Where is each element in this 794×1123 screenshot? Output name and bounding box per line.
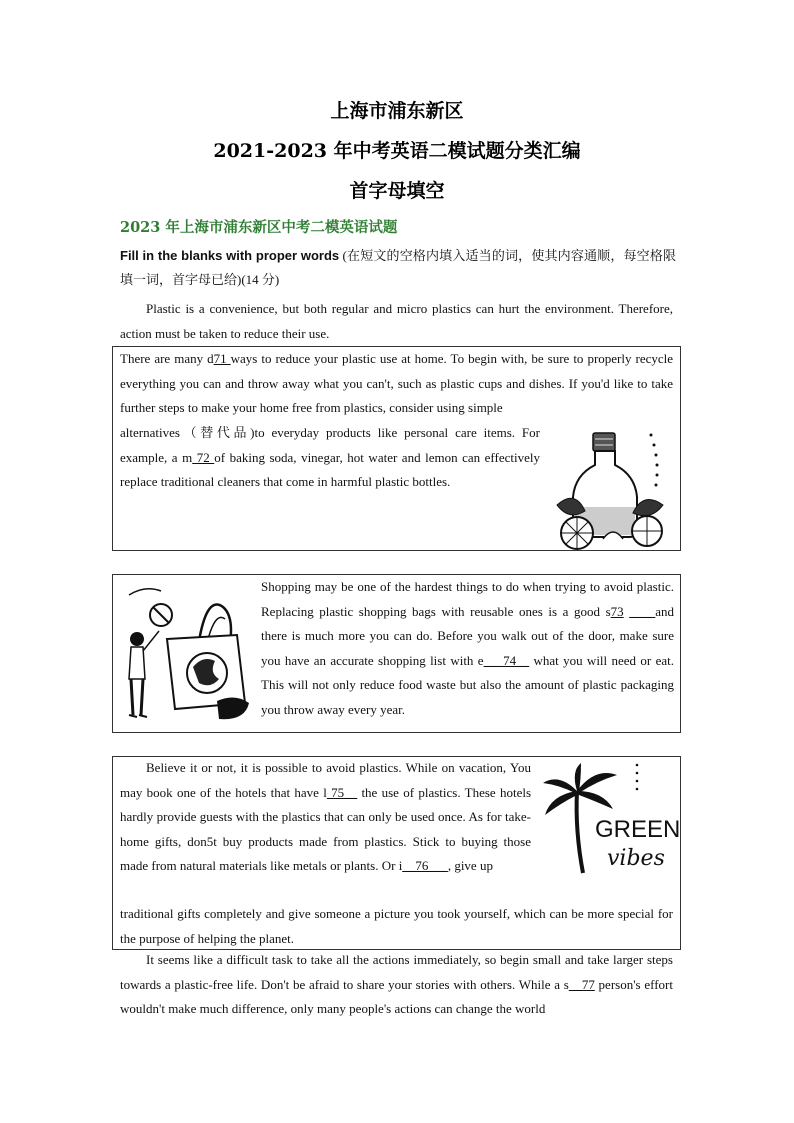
box3-text-a: Believe it or not, it is possible to avoid plastics. While on vacation, You may book one of the hotels that have l: [120, 760, 531, 800]
box3-text-b: the use of plastics. These hotels hardly provide guests with the plastics that can only be used once. As for take-home gifts, don5t buy products made from plastics. Stick to buying those made from natural materials like metals or plants. Or i: [120, 784, 532, 873]
box2-text-d: what you will need or eat. This will not only reduce food waste but also the amount of plastic packaging you throw away every year.: [261, 652, 674, 717]
final-paragraph: [120, 948, 673, 1022]
blank-71: 71: [213, 351, 231, 366]
box2-blank-line: ____: [629, 603, 656, 619]
box3-text-top: [120, 756, 531, 879]
logo-vibes-text: vibes: [607, 846, 665, 871]
instruction-rest: (在短文的空格内填入适当的词，使其内容通顺，每空格限填一词，首字母已给)(14 分): [120, 248, 676, 287]
box2-text: [261, 575, 674, 722]
title-collection: 2021-2023 年中考英语二模试题分类汇编: [213, 140, 581, 162]
blank-74: ___74__: [483, 652, 530, 668]
instruction-bold: Fill in the blanks with proper words: [120, 248, 340, 263]
box3-text-c: , give up: [447, 858, 493, 873]
instruction: [120, 244, 676, 292]
box3-text-bottom: traditional gifts completely and give someone a picture you took yourself, which can be more special for the purpose of helping the planet.: [120, 906, 673, 946]
box1-text-c: alternatives（替代品)to everyday products like personal care items. For example, a m: [120, 425, 540, 465]
shopping-bag-illustration: [119, 581, 255, 729]
box1-text-b: ways to reduce your plastic use at home. To begin with, be sure to properly recycle everything you can and throw away what you can't, such as plastic cups and dishes. If you'd like to take further steps to make your home free from plastics, consider using simple: [120, 351, 674, 415]
logo-green-text: GREEN: [595, 816, 681, 843]
box1-text-top: [120, 347, 673, 421]
passage-box-3: [112, 756, 681, 950]
box2-text-a: Shopping may be one of the hardest things to do when trying to avoid plastic. Replacing plastic shopping bags with reusable ones is a good s: [261, 579, 674, 619]
blank-76: __76___: [402, 858, 448, 873]
para4-text-a: It seems like a difficult task to take all the actions immediately, so begin small and take larger steps towards a plastic-free life. Don't be afraid to share your stories with others. While a s: [120, 952, 673, 992]
box1-text-d: of baking soda, vinegar, hot water and lemon can effectively replace traditional cleaners that come in harmful plastic bottles.: [120, 449, 540, 489]
bottle-lemon-illustration: [551, 427, 673, 551]
passage-box-2: [112, 574, 681, 733]
blank-75: 75__: [326, 784, 358, 800]
box1-text-a: There are many d: [120, 351, 214, 366]
box2-text-c: and there is much more you can do. Before you walk out of the door, make sure you have an accurate shopping list with e: [261, 603, 675, 668]
para4-text-b: person's effort wouldn't make much difference, only many people's actions can change the world: [120, 976, 673, 1016]
blank-73: 73: [610, 603, 624, 619]
section-title: 2023 年上海市浦东新区中考二模英语试题: [120, 219, 398, 236]
palm-tree-green-vibes-logo: [541, 761, 681, 879]
blank-72: 72: [192, 449, 215, 465]
title-district: 上海市浦东新区: [330, 100, 464, 122]
box1-text-bottom: [120, 421, 540, 495]
blank-77: __77: [568, 976, 595, 992]
title-topic: 首字母填空: [349, 180, 445, 202]
intro-paragraph: Plastic is a convenience, but both regular and micro plastics can hurt the environment. Therefore, action must be taken to reduce their use.: [120, 301, 673, 341]
passage-box-1: [112, 346, 681, 551]
